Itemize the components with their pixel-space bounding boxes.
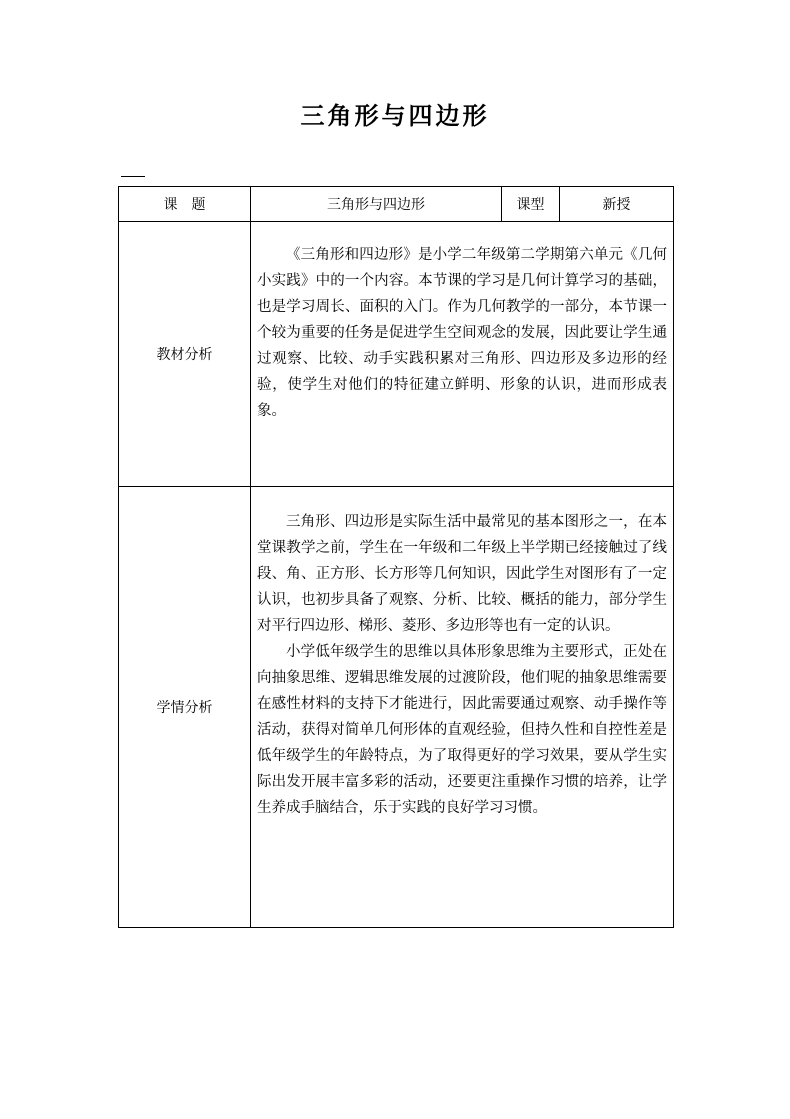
- topic-label: 课 题: [119, 187, 251, 222]
- lesson-type-label: 课型: [502, 187, 560, 222]
- lesson-type-value: 新授: [560, 187, 674, 222]
- material-analysis-paragraph: 《三角形和四边形》是小学二年级第二学期第六单元《几何小实践》中的一个内容。本节课的学习是几何计算学习的基础，也是学习周长、面积的入门。作为几何教学的一部分，本节课一个较为重要的任务是促进学生空间观念的发展，因此要让学生通过观察、比较、动手实践积累对三角形、四边形及多边形的经验，使学生对他们的特征建立鲜明、形象的认识，进而形成表象。: [257, 247, 667, 419]
- student-analysis-label: 学情分析: [119, 487, 251, 928]
- material-analysis-label: 教材分析: [119, 222, 251, 487]
- student-analysis-paragraph-1: 三角形、四边形是实际生活中最常见的基本图形之一，在本堂课教学之前，学生在一年级和二年级上半学期已经接触过了线段、角、正方形、长方形等几何知识，因此学生对图形有了一定认识，也初步具备了观察、分析、比较、概括的能力，部分学生对平行四边形、梯形、菱形、多边形等也有一定的认识。: [257, 514, 667, 634]
- table-row-material-analysis: [119, 222, 674, 487]
- header-rule: [121, 176, 145, 177]
- student-analysis-paragraph-2: 小学低年级学生的思维以具体形象思维为主要形式，正处在向抽象思维、逻辑思维发展的过渡阶段，他们呢的抽象思维需要在感性材料的支持下才能进行，因此需要通过观察、动手操作等活动，获得对简单几何形体的直观经验，但持久性和自控性差是低年级学生的年龄特点，为了取得更好的学习效果，要从学生实际出发开展丰富多彩的活动，还要更注重操作习惯的培养，让学生养成手脑结合，乐于实践的良好学习习惯。: [257, 644, 667, 816]
- table-row-student-analysis: [119, 487, 674, 928]
- student-analysis-content: [251, 487, 674, 928]
- topic-value: 三角形与四边形: [251, 187, 502, 222]
- table-row-topic: [119, 187, 674, 222]
- lesson-plan-table: [118, 186, 674, 928]
- document-title: 三角形与四边形: [300, 101, 490, 130]
- material-analysis-content: [251, 222, 674, 487]
